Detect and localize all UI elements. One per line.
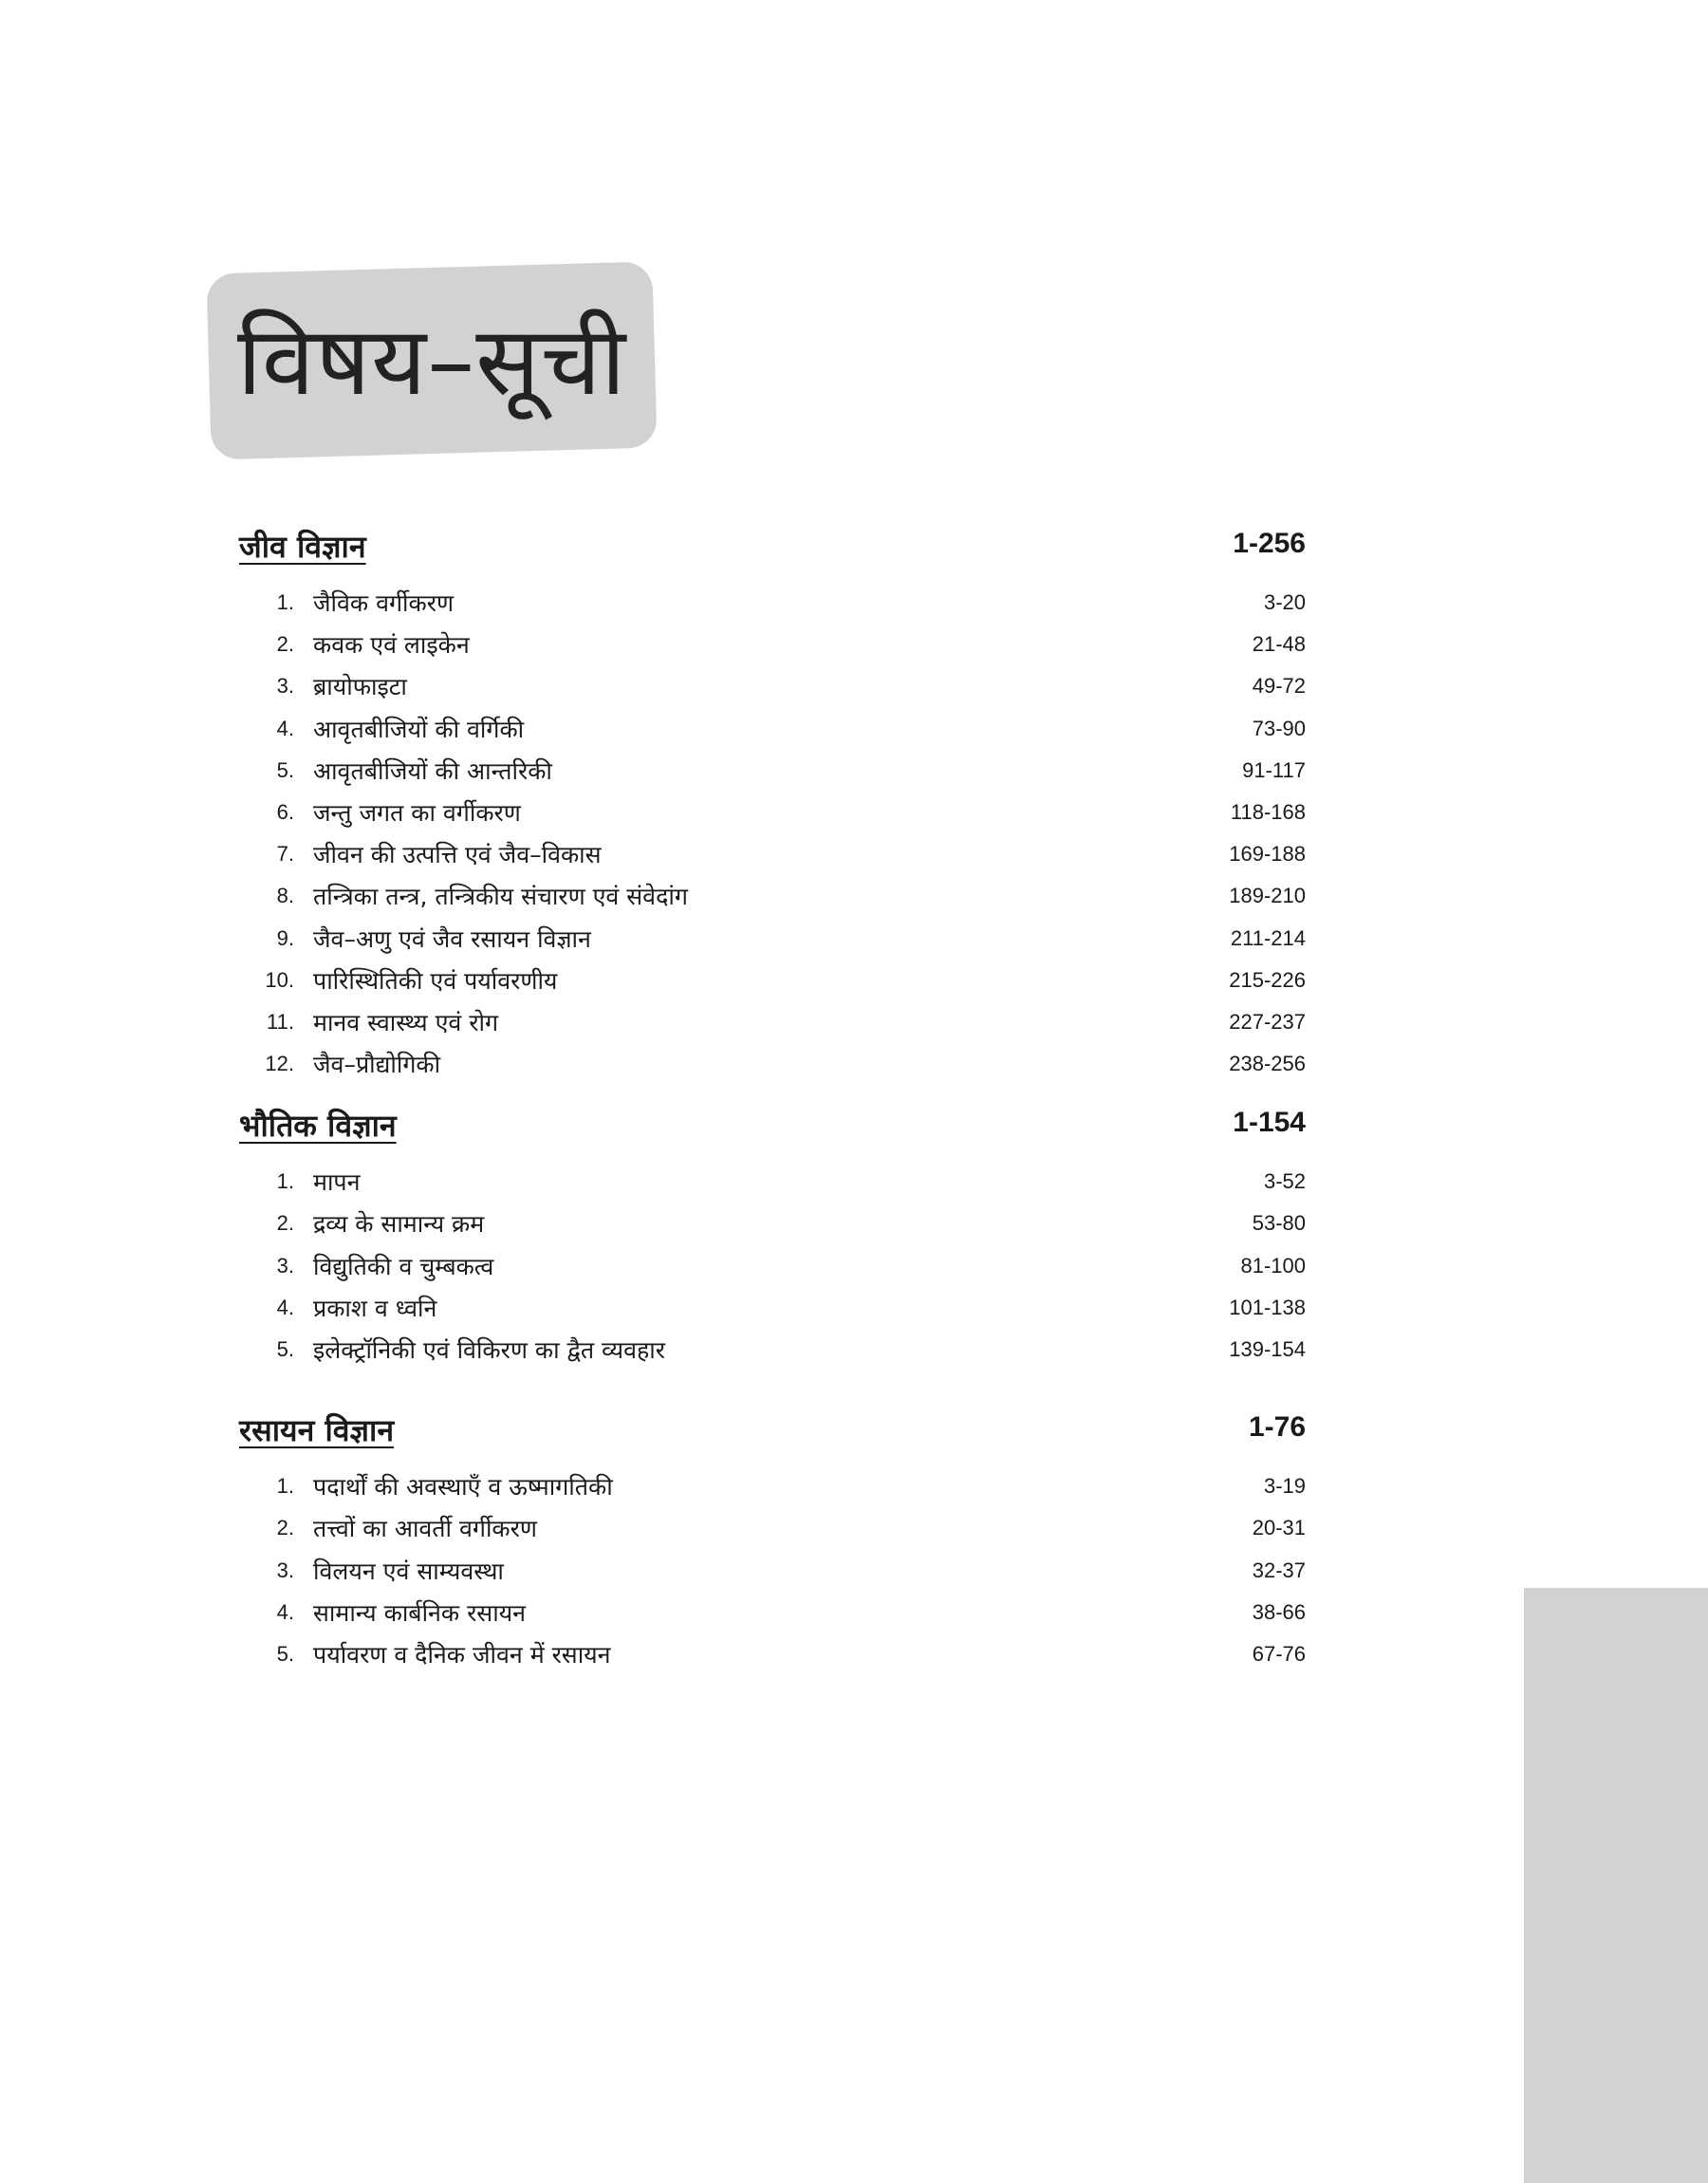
- entry-number: 5.: [276, 1641, 294, 1666]
- entry-pages: 101-138: [1229, 1295, 1306, 1319]
- table-of-contents: [239, 520, 1306, 1676]
- entry-number: 7.: [276, 842, 294, 867]
- entry-title: मानव स्वास्थ्य एवं रोग: [313, 1008, 499, 1036]
- entry-pages: 139-154: [1229, 1337, 1306, 1361]
- entry-title: पदार्थों की अवस्थाएँ व ऊष्मागतिकी: [313, 1473, 613, 1502]
- entry-number: 5.: [276, 757, 294, 782]
- entry-pages: 91-117: [1242, 757, 1306, 782]
- entry-number: 4.: [276, 1295, 294, 1319]
- toc-entry[interactable]: [239, 1551, 1306, 1593]
- toc-entry[interactable]: [239, 1593, 1306, 1634]
- entry-pages: 32-37: [1252, 1558, 1306, 1582]
- entry-number: 1.: [276, 1169, 294, 1194]
- entry-number: 3.: [276, 1253, 294, 1278]
- page-title: विषय–सूची: [237, 306, 627, 417]
- toc-entry[interactable]: [239, 625, 1306, 666]
- toc-entry[interactable]: [239, 1002, 1306, 1044]
- toc-entry[interactable]: [239, 793, 1306, 834]
- side-tab: [1524, 1588, 1708, 2183]
- toc-entry[interactable]: [239, 1162, 1306, 1203]
- entry-pages: 21-48: [1252, 632, 1306, 657]
- entry-pages: 20-31: [1252, 1516, 1306, 1540]
- section-title: रसायन विज्ञान: [239, 1412, 395, 1449]
- section-page-range: 1-76: [1248, 1411, 1306, 1444]
- entry-pages: 3-19: [1263, 1474, 1306, 1499]
- section-page-range: 1-256: [1233, 528, 1306, 559]
- toc-entry[interactable]: [239, 709, 1306, 751]
- toc-entry[interactable]: [239, 876, 1306, 918]
- entry-title: जैव–अणु एवं जैव रसायन विज्ञान: [313, 924, 591, 953]
- entry-title: ब्रायोफाइटा: [313, 673, 407, 701]
- entry-title: सामान्य कार्बनिक रसायन: [313, 1598, 527, 1627]
- entry-title: मापन: [313, 1168, 361, 1197]
- section-header[interactable]: [239, 1099, 1306, 1162]
- entry-number: 4.: [276, 1599, 294, 1624]
- entry-number: 1.: [276, 590, 294, 614]
- entry-number: 11.: [267, 1009, 294, 1034]
- entry-pages: 3-20: [1263, 590, 1306, 614]
- entry-pages: 49-72: [1252, 674, 1306, 699]
- entry-pages: 238-256: [1229, 1052, 1306, 1076]
- entry-number: 6.: [276, 799, 294, 824]
- toc-entry[interactable]: [239, 1466, 1306, 1508]
- entry-title: जन्तु जगत का वर्गीकरण: [313, 798, 521, 827]
- entry-pages: 189-210: [1229, 884, 1306, 908]
- toc-entry[interactable]: [239, 583, 1306, 625]
- section-page-range: 1-154: [1233, 1107, 1306, 1139]
- toc-entry[interactable]: [239, 1288, 1306, 1330]
- entry-title: प्रकाश व ध्वनि: [313, 1294, 437, 1322]
- section-title: भौतिक विज्ञान: [239, 1108, 397, 1145]
- toc-entry[interactable]: [239, 1044, 1306, 1086]
- entry-title: पर्यावरण व दैनिक जीवन में रसायन: [313, 1640, 611, 1669]
- entry-number: 8.: [276, 884, 294, 908]
- entry-number: 12.: [265, 1052, 294, 1076]
- entry-number: 9.: [276, 925, 294, 950]
- entry-pages: 211-214: [1230, 925, 1306, 950]
- toc-entry[interactable]: [239, 834, 1306, 876]
- entry-title: जैव–प्रौद्योगिकी: [313, 1051, 441, 1079]
- entry-pages: 118-168: [1230, 799, 1306, 824]
- entry-pages: 53-80: [1252, 1211, 1306, 1236]
- entry-number: 10.: [265, 967, 294, 992]
- entry-title: विद्युतिकी व चुम्बकत्व: [313, 1252, 494, 1280]
- entry-pages: 3-52: [1263, 1169, 1306, 1194]
- toc-entry[interactable]: [239, 1246, 1306, 1288]
- section-biology: [239, 520, 1306, 1086]
- section-header[interactable]: [239, 1404, 1306, 1466]
- toc-entry[interactable]: [239, 1634, 1306, 1676]
- entry-number: 3.: [276, 1558, 294, 1582]
- toc-entry[interactable]: [239, 666, 1306, 708]
- entry-number: 2.: [276, 1211, 294, 1236]
- entry-number: 4.: [276, 716, 294, 740]
- section-header[interactable]: [239, 520, 1306, 583]
- entry-title: इलेक्ट्रॉनिकी एवं विकिरण का द्वैत व्यवहार: [313, 1336, 665, 1364]
- entry-pages: 215-226: [1229, 967, 1306, 992]
- entry-pages: 227-237: [1229, 1009, 1306, 1034]
- entry-pages: 81-100: [1240, 1253, 1306, 1278]
- toc-entry[interactable]: [239, 1508, 1306, 1550]
- entry-number: 1.: [276, 1474, 294, 1499]
- entry-pages: 67-76: [1252, 1641, 1306, 1666]
- entry-title: पारिस्थितिकी एवं पर्यावरणीय: [313, 966, 558, 995]
- entry-title: आवृतबीजियों की वर्गिकी: [313, 715, 525, 743]
- entry-title: द्रव्य के सामान्य क्रम: [313, 1210, 485, 1239]
- entry-number: 3.: [276, 674, 294, 699]
- entry-title: विलयन एवं साम्यवस्था: [313, 1557, 504, 1585]
- entry-pages: 38-66: [1252, 1599, 1306, 1624]
- entry-number: 5.: [276, 1337, 294, 1361]
- toc-entry[interactable]: [239, 1203, 1306, 1245]
- entry-pages: 169-188: [1229, 842, 1306, 867]
- section-title: जीव विज्ञान: [239, 529, 366, 565]
- toc-entry[interactable]: [239, 961, 1306, 1002]
- section-chemistry: [239, 1404, 1306, 1676]
- entry-title: आवृतबीजियों की आन्तरिकी: [313, 756, 552, 785]
- section-physics: [239, 1099, 1306, 1371]
- entry-title: जैविक वर्गीकरण: [313, 589, 455, 617]
- entry-pages: 73-90: [1252, 716, 1306, 740]
- entry-title: कवक एवं लाइकेन: [313, 631, 470, 660]
- toc-entry[interactable]: [239, 919, 1306, 961]
- entry-number: 2.: [276, 632, 294, 657]
- toc-entry[interactable]: [239, 751, 1306, 793]
- entry-title: जीवन की उत्पत्ति एवं जैव–विकास: [313, 841, 602, 869]
- entry-title: तन्त्रिका तन्त्र, तन्त्रिकीय संचारण एवं संवेदांग: [313, 883, 688, 911]
- toc-entry[interactable]: [239, 1330, 1306, 1371]
- entry-title: तत्त्वों का आवर्ती वर्गीकरण: [313, 1515, 537, 1543]
- entry-number: 2.: [276, 1516, 294, 1540]
